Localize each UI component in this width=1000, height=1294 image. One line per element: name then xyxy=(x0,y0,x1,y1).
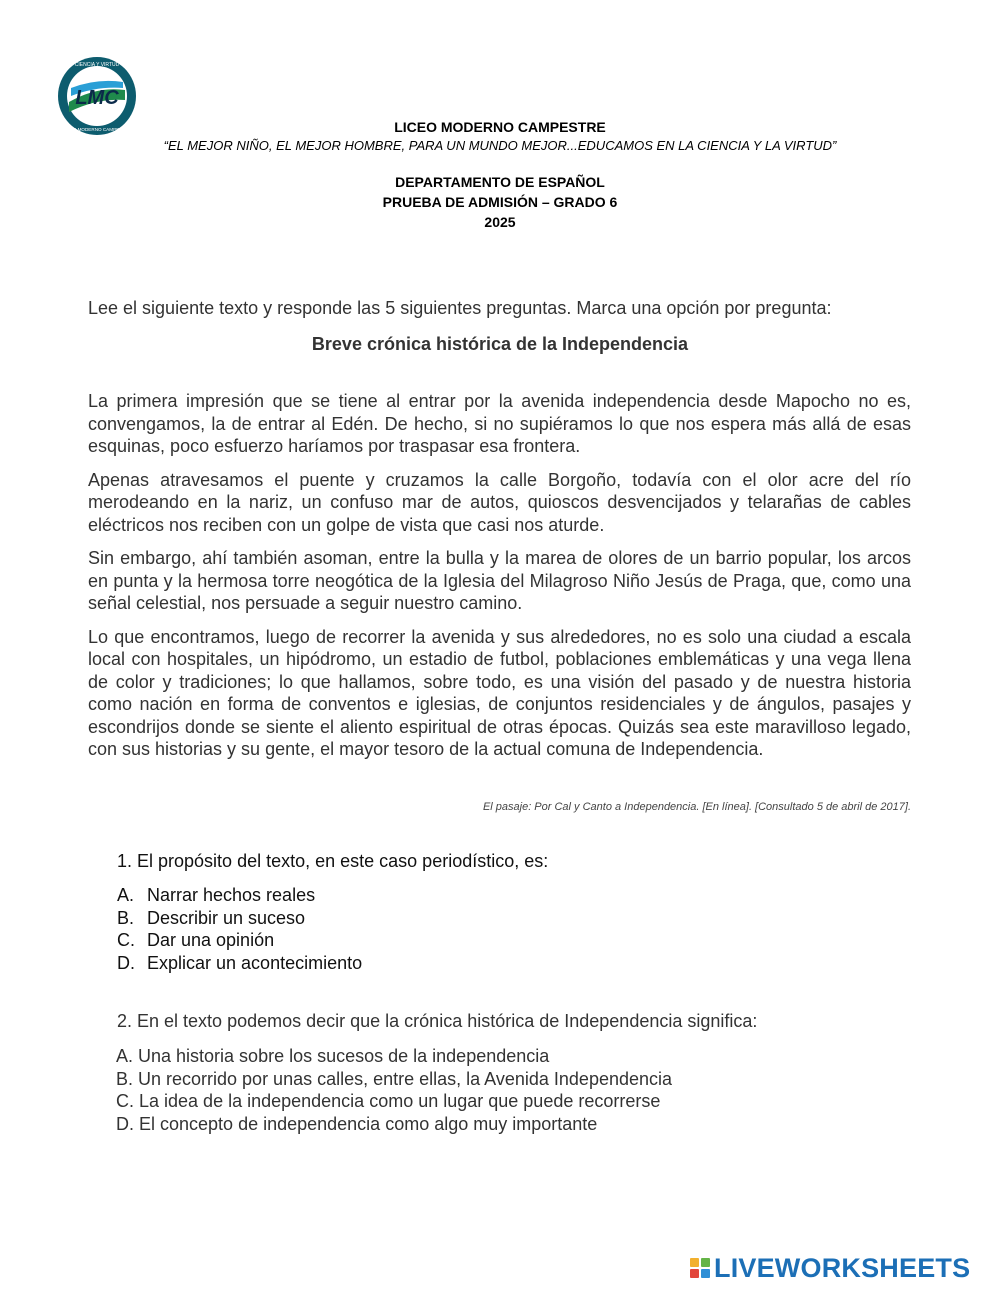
option-text: Explicar un acontecimiento xyxy=(147,952,363,973)
document-header xyxy=(0,119,1000,232)
tile-i xyxy=(701,1258,710,1267)
question-1-option-a[interactable] xyxy=(117,884,362,907)
question-1-option-b[interactable] xyxy=(117,907,362,930)
question-2-option-c[interactable]: C. La idea de la independencia como un lugar que puede recorrerse xyxy=(116,1091,661,1111)
department-block xyxy=(0,172,1000,232)
option-letter: A. xyxy=(117,885,135,905)
test-title: PRUEBA DE ADMISIÓN – GRADO 6 xyxy=(382,194,618,210)
question-2-options xyxy=(116,1045,672,1135)
passage-paragraph: Apenas atravesamos el puente y cruzamos la calle Borgoño, todavía con el olor acre del río merodeando en la nariz, un confuso mar de autos, quioscos desvencijados y telarañas de cables eléctricos nos reciben con un golpe de vista que casi nos aturde. xyxy=(88,469,911,535)
option-text: Describir un suceso xyxy=(147,907,306,928)
passage-paragraph: Sin embargo, ahí también asoman, entre la bulla y la marea de olores de un barrio popular, los arcos en punta y la hermosa torre neogótica de la Iglesia del Milagroso Niño Jesús de Praga, que, como una señal celestial, nos persuade a seguir nuestro camino. xyxy=(88,548,911,613)
department-name: DEPARTAMENTO DE ESPAÑOL xyxy=(395,174,605,190)
option-letter: B. xyxy=(117,907,135,928)
test-year: 2025 xyxy=(484,214,516,230)
option-text: Narrar hechos reales xyxy=(147,885,316,905)
question-1-option-c[interactable] xyxy=(117,929,362,952)
tile-v xyxy=(690,1269,699,1278)
liveworksheets-icon xyxy=(690,1258,710,1278)
passage-paragraph: Lo que encontramos, luego de recorrer la avenida y sus alrededores, no es solo una ciudad a escala local con hospitales, un hipódromo, un estadio de futbol, poblaciones emblemáticas y una vega llena de color y tradiciones; lo que hallamos, sobre todo, es una visión del pasado y de nuestra historia como nación en forma de conventos e iglesias, de conjuntos residenciales y de ángulos, pasajes y escondrijos donde se siente el aliento espiritual de otras épocas. Quizás sea este maravilloso legado, con sus historias y su gente, el mayor tesoro de la actual comuna de Independencia. xyxy=(88,626,911,759)
passage-citation: El pasaje: Por Cal y Canto a Independencia. [En línea]. [Consultado 5 de abril de 2017]. xyxy=(482,801,911,813)
passage-title: Breve crónica histórica de la Independencia xyxy=(311,334,689,354)
option-text: Dar una opinión xyxy=(147,930,275,950)
passage-paragraph: La primera impresión que se tiene al entrar por la avenida independencia desde Mapocho no es, convengamos, la de entrar al Edén. De hecho, si no supiéramos lo que nos espera más allá de esas esquinas, poco esfuerzo haríamos por traspasar esa frontera. xyxy=(88,391,911,456)
question-1-prompt: 1. El propósito del texto, en este caso periodístico, es: xyxy=(117,851,549,871)
school-name: LICEO MODERNO CAMPESTRE xyxy=(394,119,606,135)
question-2-option-d[interactable]: D. El concepto de independencia como algo muy importante xyxy=(116,1113,598,1134)
question-2-option-b[interactable]: B. Un recorrido por unas calles, entre ellas, la Avenida Independencia xyxy=(116,1068,673,1089)
liveworksheets-watermark xyxy=(690,1252,970,1284)
passage-body xyxy=(88,390,911,772)
instructions: Lee el siguiente texto y responde las 5 siguientes preguntas. Marca una opción por pregunta: xyxy=(88,298,832,318)
option-letter: C. xyxy=(117,930,135,950)
question-2-option-a[interactable]: A. Una historia sobre los sucesos de la independencia xyxy=(116,1046,550,1066)
logo-ring-text: LICEO MODERNO CAMPESTRE xyxy=(62,127,132,132)
tile-l xyxy=(690,1258,699,1267)
tile-e xyxy=(701,1269,710,1278)
question-2-prompt: 2. En el texto podemos decir que la crónica histórica de Independencia significa: xyxy=(117,1011,758,1031)
question-1-option-d[interactable] xyxy=(117,952,362,975)
logo-ring-text-top: CIENCIA Y VIRTUD xyxy=(74,62,120,68)
question-1-options xyxy=(117,884,362,974)
school-motto: “EL MEJOR NIÑO, EL MEJOR HOMBRE, PARA UN MUNDO MEJOR...EDUCAMOS EN LA CIENCIA Y LA VIRTUD” xyxy=(163,138,837,153)
liveworksheets-wordmark: LIVEWORKSHEETS xyxy=(714,1252,971,1283)
option-letter: D. xyxy=(117,952,135,973)
logo-initials: LMC xyxy=(75,87,119,109)
